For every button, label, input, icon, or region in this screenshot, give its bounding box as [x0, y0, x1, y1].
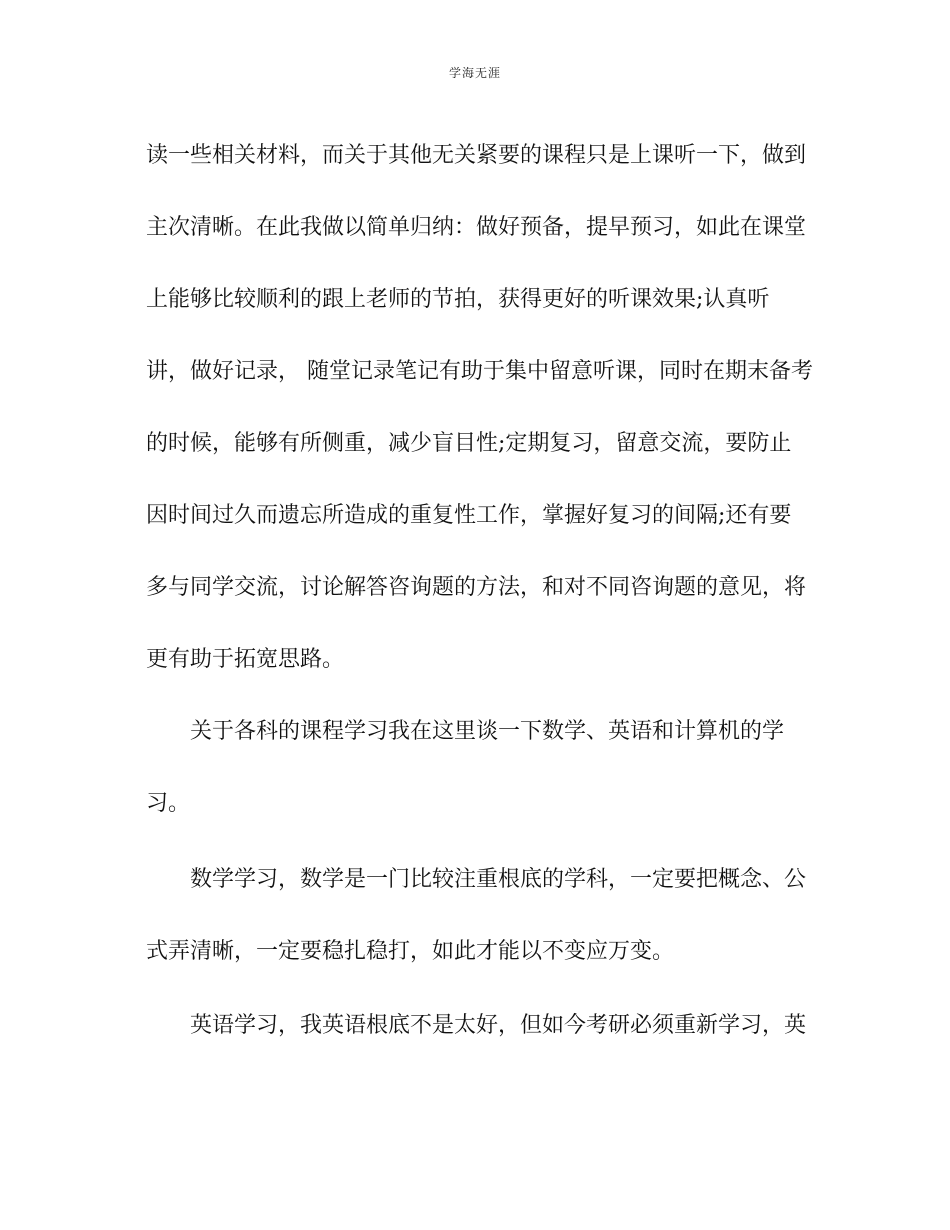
- text-line: 习。: [146, 791, 191, 816]
- text-line: 更有助于拓宽思路。: [146, 647, 345, 672]
- text-line: 式弄清晰，一定要稳扎稳打，如此才能以不变应万变。: [146, 939, 675, 964]
- text-line: 上能够比较顺利的跟上老师的节拍，获得更好的听课效果;认真听: [146, 287, 770, 312]
- paragraph-start-line: 数学学习，数学是一门比较注重根底的学科，一定要把概念、公: [190, 867, 807, 892]
- text-line: 多与同学交流，讨论解答咨询题的方法，和对不同咨询题的意见，将: [146, 575, 807, 600]
- text-line: 读一些相关材料，而关于其他无关紧要的课程只是上课听一下，做到: [146, 143, 807, 168]
- page-header: 学海无涯: [448, 66, 501, 80]
- paragraph-start-line: 关于各科的课程学习我在这里谈一下数学、英语和计算机的学: [190, 719, 785, 744]
- text-line: 主次清晰。在此我做以简单归纳：做好预备，提早预习，如此在课堂: [146, 215, 807, 240]
- paragraph-start-line: 英语学习，我英语根底不是太好，但如今考研必须重新学习，英: [190, 1013, 807, 1038]
- text-line: 讲，做好记录， 随堂记录笔记有助于集中留意听课，同时在期末备考: [146, 359, 813, 384]
- text-line: 因时间过久而遗忘所造成的重复性工作，掌握好复习的间隔;还有要: [146, 503, 792, 528]
- text-line: 的时候，能够有所侧重，减少盲目性;定期复习，留意交流，要防止: [146, 431, 792, 456]
